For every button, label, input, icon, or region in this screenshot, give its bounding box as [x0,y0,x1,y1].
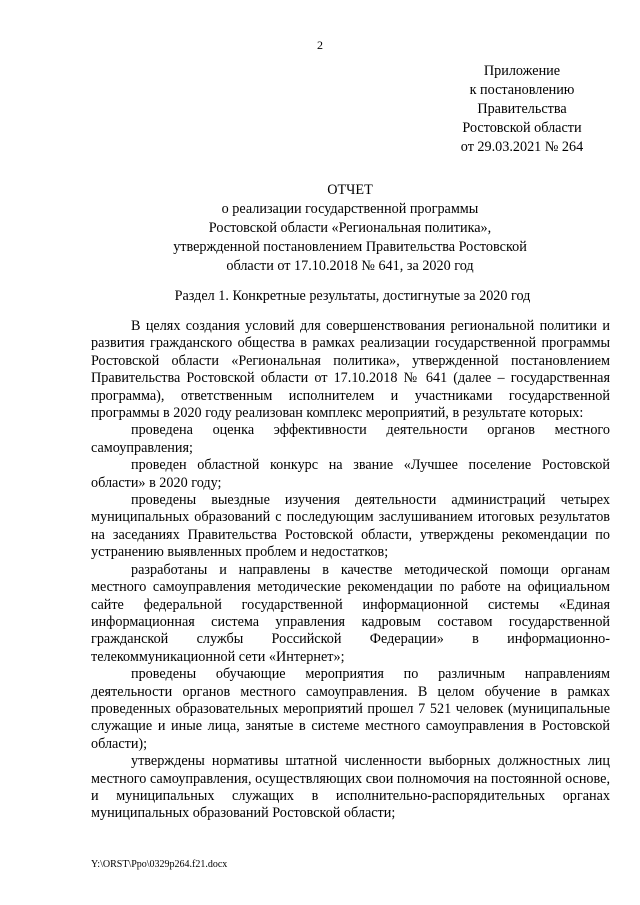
appendix-line: Приложение [483,63,561,79]
appendix-line: к постановлению [469,82,575,98]
appendix-line: от 29.03.2021 № 264 [460,139,584,155]
report-subtitle-line: Ростовской области «Региональная политика», [208,220,492,236]
paragraph: В целях создания условий для совершенствования региональной политики и развития гражданского общества в рамках реализации государственной программы Ростовской области «Региональная политика», утвержденной постановлением Правительства Ростовской области от 17.10.2018 № 641 (далее – государственная программа), ответственным исполнителем и участниками государственной программы в 2020 году реализован комплекс мероприятий, в результате которых: [91,318,610,422]
appendix-line: Правительства [477,101,567,117]
report-title [0,181,640,276]
paragraph: проведен областной конкурс на звание «Лучшее поселение Ростовской области» в 2020 году; [91,457,610,491]
paragraph: разработаны и направлены в качестве методической помощи органам местного самоуправления методические рекомендации по работе на официальном сайте федеральной государственной информационной системы «Единая информационная система управления кадровым составом государственной гражданской службы Российской Федерации» в информационно-телекоммуникационной сети «Интернет»; [91,561,610,665]
appendix-line: Ростовской области [462,120,582,136]
report-subtitle-line: области от 17.10.2018 № 641, за 2020 год [226,258,474,274]
page-number: 2 [317,38,323,52]
report-subtitle-line: о реализации государственной программы [221,201,479,217]
section-title: Раздел 1. Конкретные результаты, достигнутые за 2020 год [174,288,531,304]
paragraph: проведены обучающие мероприятия по различным направлениям деятельности органов местного самоуправления. В целом обучение в рамках проведенных образовательных мероприятий прошел 7 521 человек (муниципальные служащие и иные лица, занятые в системе местного самоуправления в Ростовской области); [91,666,610,752]
report-heading: ОТЧЕТ [327,182,373,198]
paragraph: проведены выездные изучения деятельности администраций четырех муниципальных образований с последующим заслушиванием итоговых результатов на заседаниях Правительства Ростовской области, утверждены рекомендации по устранению выявленных проблем и недостатков; [91,492,610,561]
body-text [91,318,610,823]
file-path-footer: Y:\ORST\Ppo\0329p264.f21.docx [91,859,228,870]
paragraph: проведена оценка эффективности деятельности органов местного самоуправления; [91,422,610,456]
report-subtitle-line: утвержденной постановлением Правительства Ростовской [173,239,527,255]
paragraph: утверждены нормативы штатной численности выборных должностных лиц местного самоуправления, осуществляющих свои полномочия на постоянной основе, и муниципальных служащих в исполнительно-распорядительных органах муниципальных образований Ростовской области; [91,753,610,822]
appendix-block [452,62,592,157]
